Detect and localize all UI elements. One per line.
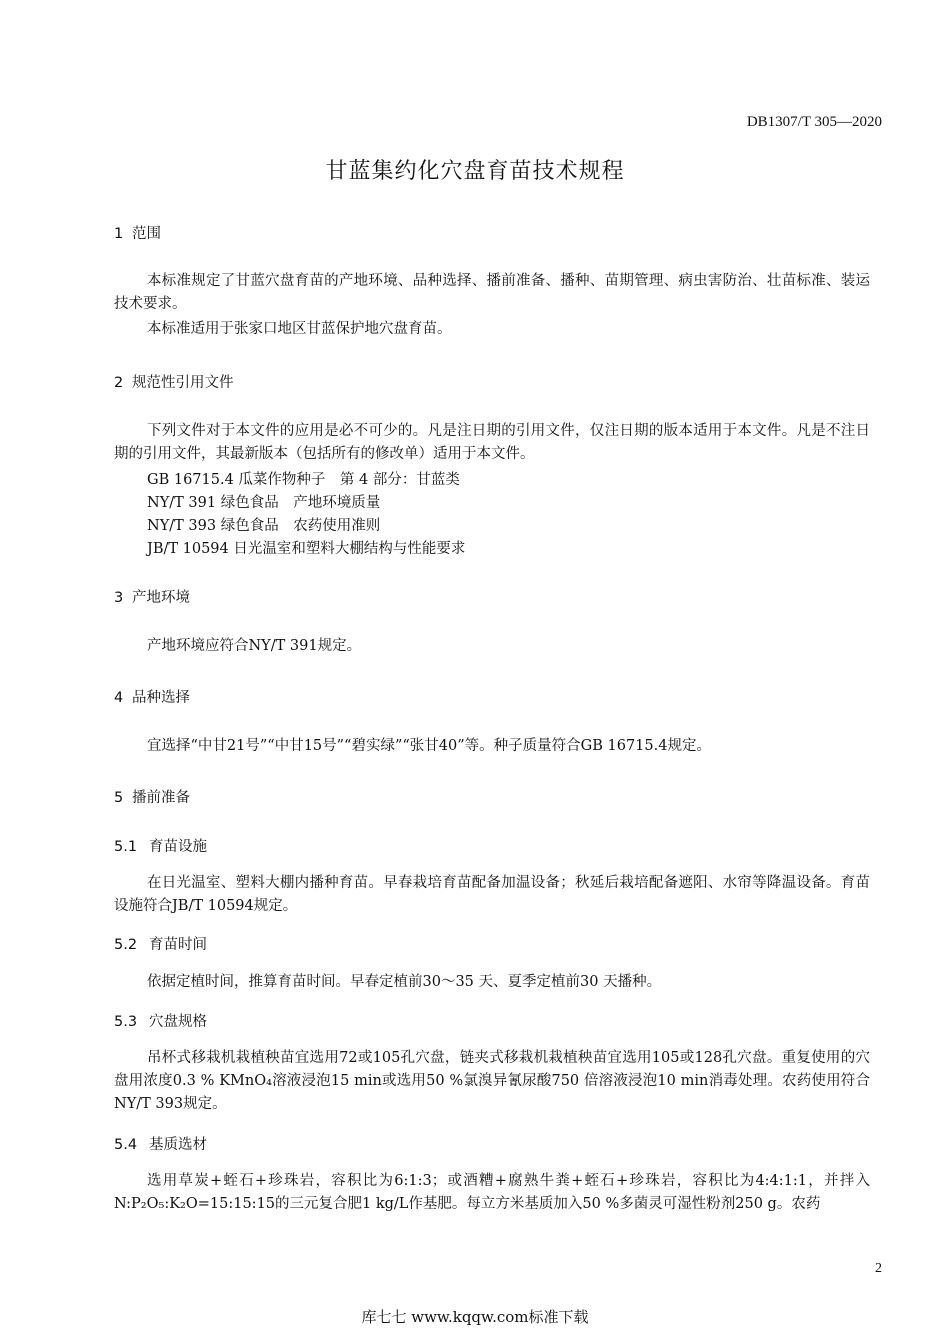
section-title: 产地环境 (132, 590, 190, 606)
section-title: 品种选择 (132, 690, 190, 706)
reference-item: GB 16715.4 瓜菜作物种子 第 4 部分：甘蓝类 (147, 472, 460, 488)
section-title: 穴盘规格 (149, 1014, 207, 1030)
section-number: 1 (114, 226, 124, 242)
section-5-3-paragraph: 吊杯式移栽机栽植秧苗宜选用72或105孔穴盘，链夹式移栽机栽植秧苗宜选用105或128孔穴盘。重复使用的穴盘用浓度0.3 % KMnO₄溶液浸泡15 min或选用50 %氯溴异氰尿酸750 倍溶液浸泡10 min消毒处理。农药使用符合NY/T 393规定。 (114, 1050, 870, 1112)
section-number: 5.3 (114, 1014, 138, 1030)
section-1-paragraph-2: 本标准适用于张家口地区甘蓝保护地穴盘育苗。 (147, 321, 452, 337)
section-number: 2 (114, 375, 124, 391)
section-5-4-paragraph: 选用草炭+蛭石+珍珠岩，容积比为6:1:3；或酒糟+腐熟牛粪+蛭石+珍珠岩，容积比为4:4:1:1，并拌入N:P₂O₅:K₂O=15:15:15的三元复合肥1 kg/L作基肥。每立方米基质加入50 %多菌灵可湿性粉剂250 g。农药 (114, 1173, 870, 1212)
section-number: 3 (114, 590, 124, 606)
reference-item: JB/T 10594 日光温室和塑料大棚结构与性能要求 (147, 541, 466, 557)
footer-watermark-text: 库七七 www.kqqw.com标准下载 (361, 1308, 589, 1326)
section-number: 5.4 (114, 1137, 138, 1153)
section-number: 5.1 (114, 839, 138, 855)
section-5-heading (114, 786, 190, 807)
section-5-1-heading (114, 835, 207, 856)
section-title: 育苗时间 (149, 937, 207, 953)
section-4-paragraph-1: 宜选择“中甘21号”“中甘15号”“碧实绿”“张甘40”等。种子质量符合GB 16715.4规定。 (147, 738, 711, 754)
section-1-heading (114, 222, 161, 243)
reference-item: NY/T 393 绿色食品 农药使用准则 (147, 518, 381, 534)
section-3-heading (114, 586, 190, 607)
section-title: 基质选材 (149, 1137, 207, 1153)
section-title: 播前准备 (132, 790, 190, 806)
section-5-2-heading (114, 933, 207, 954)
section-4-heading (114, 686, 190, 707)
document-title: 甘蓝集约化穴盘育苗技术规程 (325, 159, 625, 184)
section-3-paragraph-1: 产地环境应符合NY/T 391规定。 (147, 638, 362, 654)
page-number: 2 (875, 1261, 882, 1276)
section-2-paragraph-1: 下列文件对于本文件的应用是必不可少的。凡是注日期的引用文件，仅注日期的版本适用于本文件。凡是不注日期的引用文件，其最新版本（包括所有的修改单）适用于本文件。 (114, 423, 870, 462)
reference-item: NY/T 391 绿色食品 产地环境质量 (147, 495, 381, 511)
section-title: 育苗设施 (149, 839, 207, 855)
section-1-paragraph-1: 本标准规定了甘蓝穴盘育苗的产地环境、品种选择、播前准备、播种、苗期管理、病虫害防治、壮苗标准、装运技术要求。 (114, 273, 870, 312)
section-5-1-paragraph: 在日光温室、塑料大棚内播种育苗。早春栽培育苗配备加温设备；秋延后栽培配备遮阳、水帘等降温设备。育苗设施符合JB/T 10594规定。 (114, 875, 870, 914)
section-5-2-paragraph: 依据定植时间，推算育苗时间。早春定植前30～35 天、夏季定植前30 天播种。 (147, 974, 662, 990)
section-number: 5 (114, 790, 124, 806)
section-number: 4 (114, 690, 124, 706)
section-number: 5.2 (114, 937, 138, 953)
document-code: DB1307/T 305—2020 (746, 114, 882, 130)
section-5-4-heading (114, 1133, 207, 1154)
section-title: 规范性引用文件 (132, 375, 234, 391)
section-title: 范围 (132, 226, 161, 242)
section-2-heading (114, 371, 234, 392)
section-5-3-heading (114, 1010, 207, 1031)
